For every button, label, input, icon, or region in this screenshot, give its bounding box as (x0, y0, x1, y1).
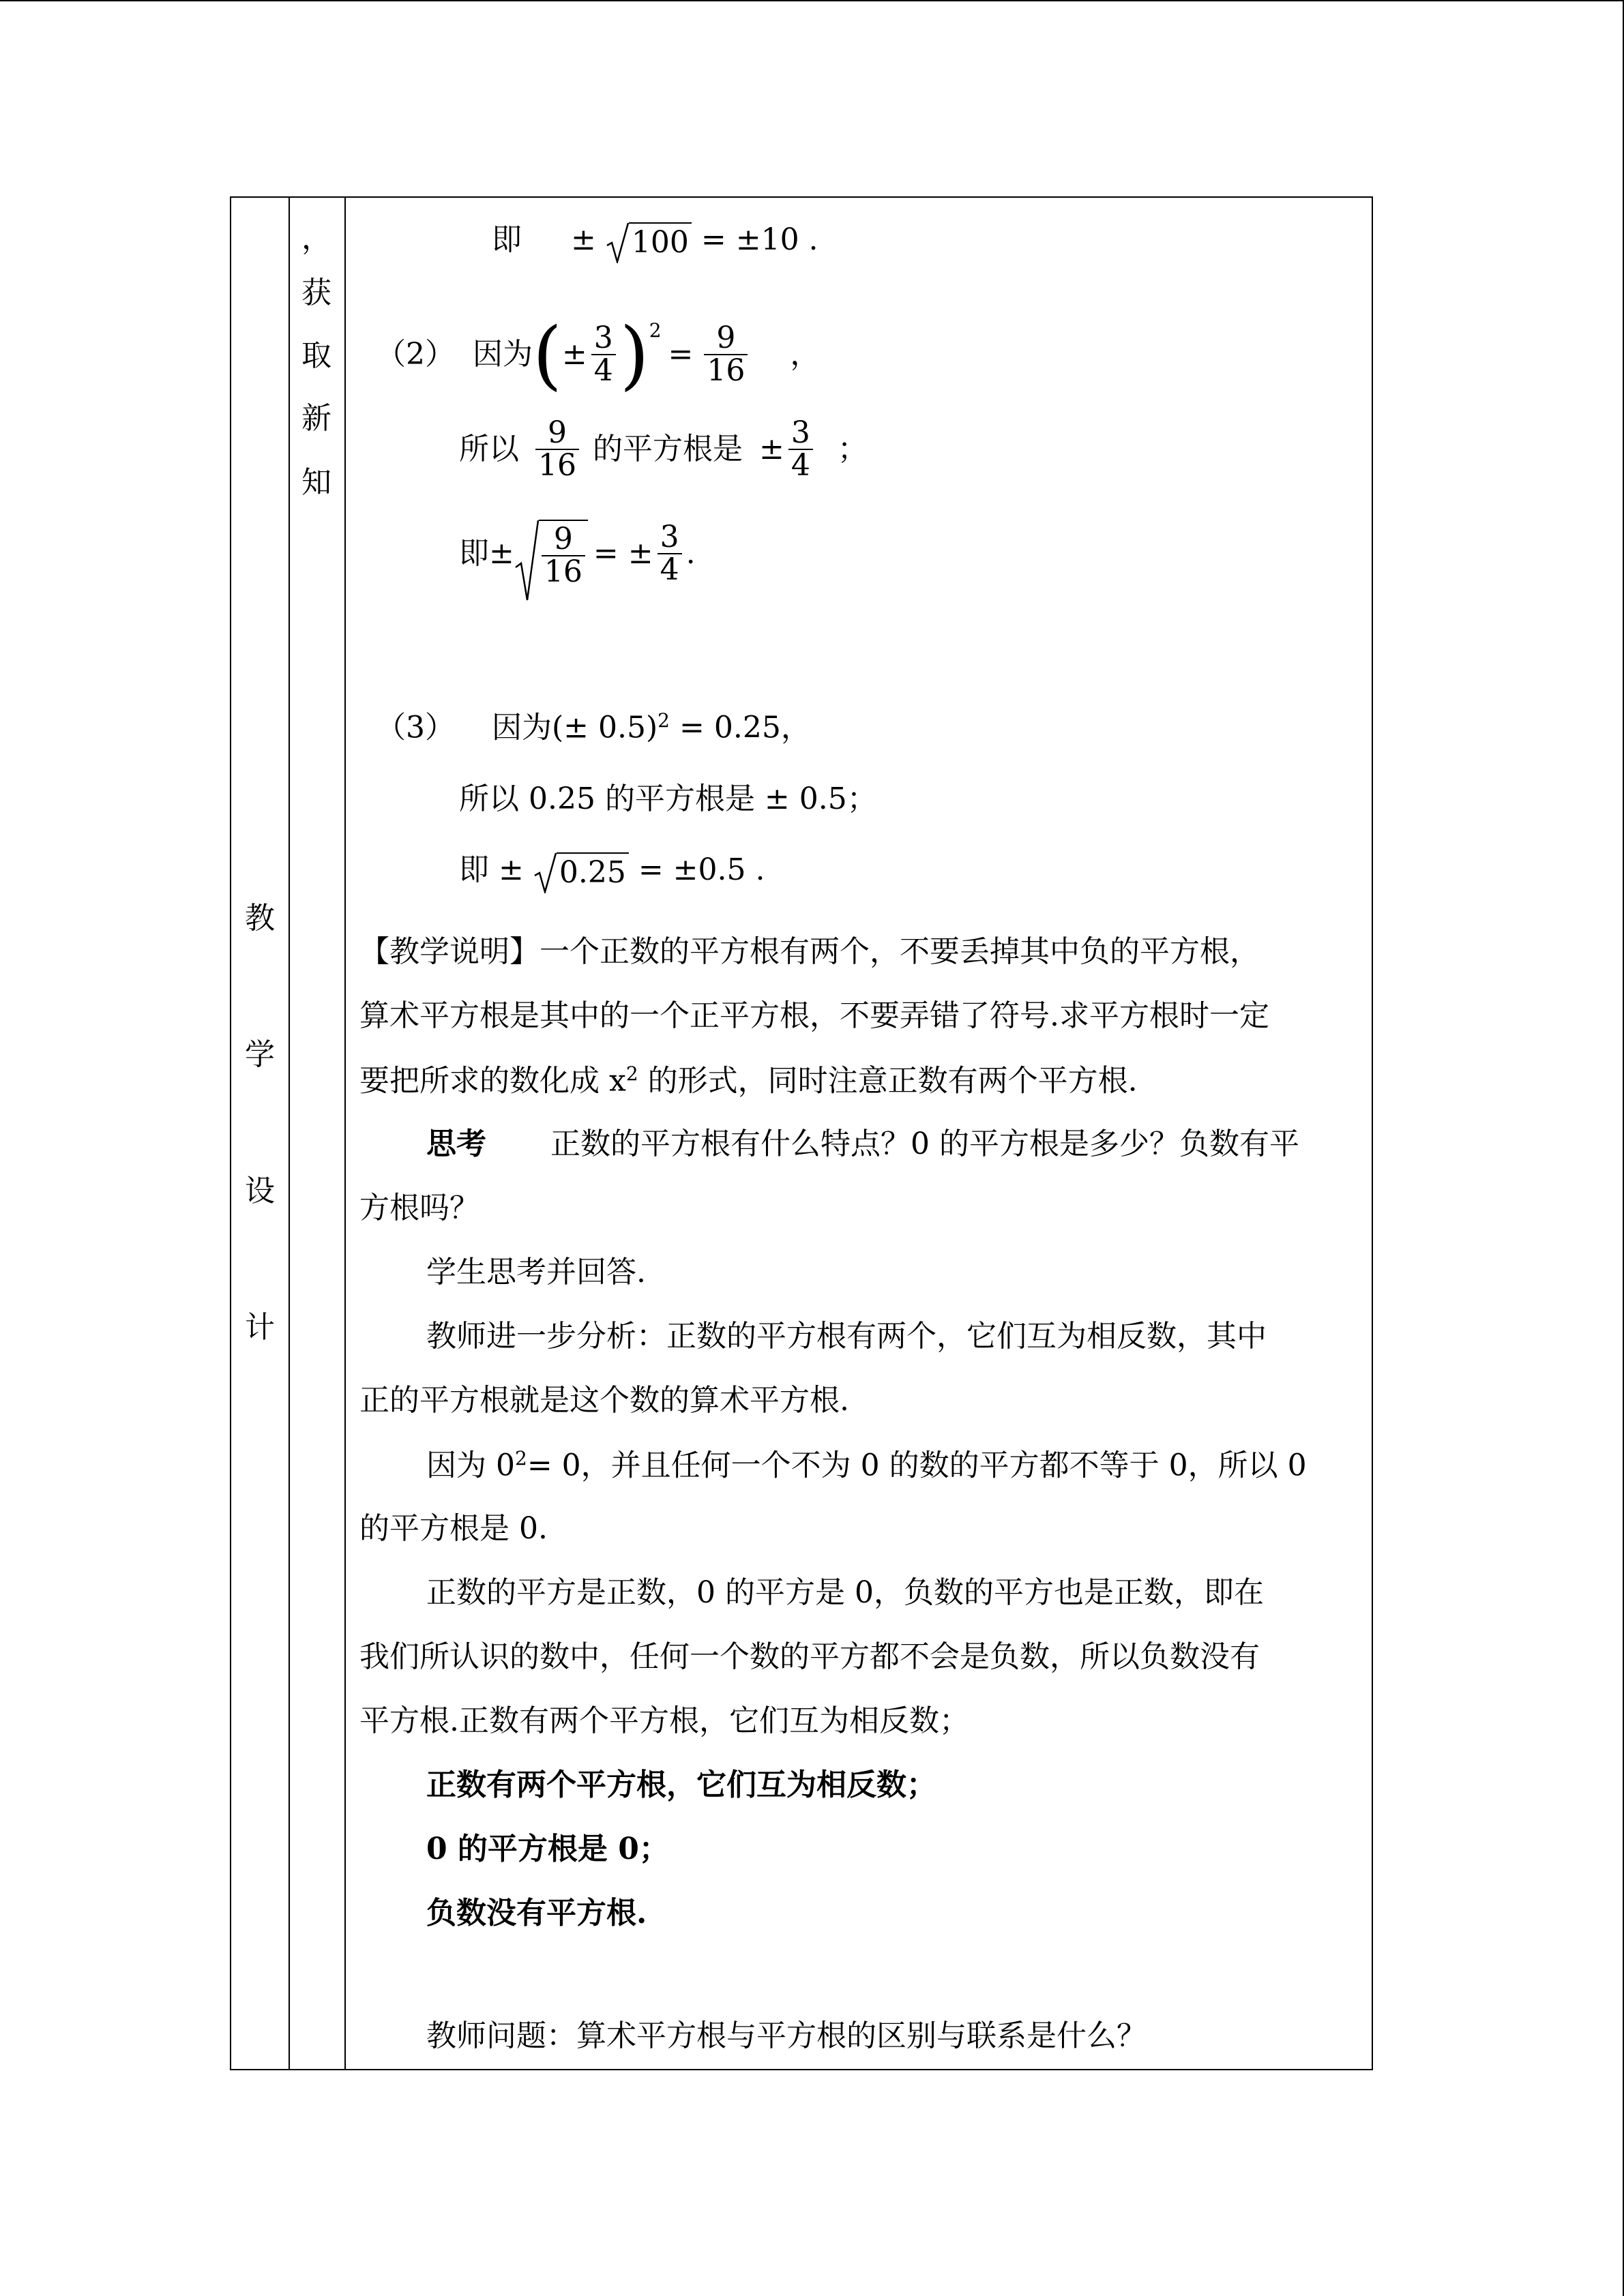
zero-para-text: = 0，并且任何一个不为 0 的数的平方都不等于 0，所以 0 (527, 1448, 1307, 1483)
example2-ie-result-fraction (658, 519, 682, 587)
example3-line2: 所以 0.25 的平方根是 ± 0.5； (459, 781, 877, 816)
right-paren: ) (619, 311, 649, 398)
example2-root-fraction (788, 417, 813, 481)
think-label: 思考 (426, 1127, 486, 1161)
denominator: 4 (591, 354, 616, 387)
teacher-analysis-line: 教师进一步分析：正数的平方根有两个，它们互为相反数，其中 (426, 1319, 1267, 1354)
radical-icon (514, 520, 539, 601)
radical-icon (606, 222, 629, 263)
example1-sqrt (606, 222, 692, 261)
conclusion-line: 负数没有平方根. (426, 1896, 647, 1930)
denominator: 16 (542, 555, 585, 588)
example3-because: 因为 (492, 710, 552, 745)
example2-semicolon: ； (837, 431, 868, 466)
denominator: 4 (658, 553, 682, 586)
example3-ie: 即 ± (459, 852, 524, 887)
example2-eq: = (668, 336, 694, 372)
example3-radicand: 0.25 (557, 852, 629, 891)
example2-ie: 即 (459, 535, 489, 571)
example3-ie-end: = ±0.5 . (638, 852, 765, 887)
example2-ie-sqrt (514, 520, 588, 588)
example2-line3 (459, 513, 696, 595)
zero-para-line (426, 1447, 1307, 1484)
numerator: 9 (716, 320, 736, 355)
example3-line1 (376, 709, 811, 746)
numerator: 3 (593, 320, 613, 355)
example1-prefix: 即 (492, 222, 522, 257)
example1-radicand: 100 (629, 222, 692, 261)
explanation-line (359, 1062, 1138, 1099)
think-text: 正数的平方根有什么特点？0 的平方根是多少？负数有平 (550, 1127, 1299, 1161)
zero-para-exponent: 2 (514, 1447, 527, 1470)
example2-root-pm: ± (759, 431, 784, 466)
student-response: 学生思考并回答. (426, 1255, 646, 1289)
example2-because: 因为 (473, 336, 533, 372)
example2-fraction (591, 320, 616, 388)
think-line: 方根吗？ (359, 1191, 479, 1225)
example2-line1 (376, 311, 821, 398)
stage-label-char: 新 (301, 401, 331, 436)
example3-base: (± 0.5) (552, 710, 658, 745)
stage-label-char: 获 (301, 275, 331, 310)
lesson-table (230, 196, 1373, 2070)
zero-para-line: 的平方根是 0. (359, 1511, 548, 1546)
example3-label: （3） (376, 710, 455, 745)
example2-ie-pm: ± (489, 535, 514, 571)
denominator: 16 (535, 449, 579, 481)
numerator: 9 (548, 415, 567, 450)
stage-label-char: 知 (301, 465, 331, 500)
example1-result: = ±10 . (700, 222, 818, 257)
example2-label: （2） (376, 336, 455, 372)
stage-label-char: 取 (301, 338, 331, 373)
explanation-text: 要把所求的数化成 x (359, 1063, 626, 1099)
numerator: 9 (553, 521, 573, 556)
square-para-line: 平方根.正数有两个平方根，它们互为相反数； (359, 1703, 969, 1738)
numerator: 3 (660, 519, 679, 554)
explanation-line: 算术平方根是其中的一个正平方根，不要弄错了符号.求平方根时一定 (359, 998, 1269, 1033)
example2-ie-end: . (685, 535, 696, 571)
example2-pm: ± (561, 336, 587, 372)
teacher-analysis-line: 正的平方根就是这个数的算术平方根. (359, 1383, 849, 1418)
explanation-text: 的形式，同时注意正数有两个平方根. (638, 1063, 1138, 1099)
example2-comma: ， (790, 336, 821, 372)
example2-line2 (459, 412, 868, 487)
example1-pm: ± (571, 222, 596, 257)
explanation-line: 【教学说明】一个正数的平方根有两个，不要丢掉其中负的平方根， (359, 934, 1260, 969)
section-label-char: 设 (245, 1174, 275, 1208)
teacher-question: 教师问题：算术平方根与平方根的区别与联系是什么？ (426, 2018, 1147, 2053)
section-label-char: 学 (245, 1037, 275, 1072)
example3-exponent: 2 (658, 709, 670, 732)
section-label-char: 计 (245, 1310, 275, 1345)
example2-root-text: 的平方根是 (593, 431, 743, 466)
think-line (426, 1127, 1299, 1163)
square-para-line: 正数的平方是正数，0 的平方是 0，负数的平方也是正数，即在 (426, 1575, 1264, 1610)
example3-value: = 0.25， (679, 710, 811, 745)
example2-exponent: 2 (649, 319, 662, 342)
left-paren: ( (533, 311, 562, 398)
stage-label-column (289, 198, 344, 2069)
example1-line (492, 222, 818, 261)
explanation-exponent: 2 (625, 1062, 638, 1085)
example2-sq-fraction (535, 417, 579, 481)
denominator: 4 (788, 449, 813, 481)
section-label-column (231, 198, 289, 2069)
conclusion-line: 正数有两个平方根，它们互为相反数； (426, 1768, 936, 1802)
denominator: 16 (704, 354, 748, 387)
stage-label-char: ， (301, 221, 331, 256)
example2-so: 所以 (459, 431, 519, 466)
numerator: 3 (791, 415, 810, 450)
radical-icon (533, 852, 557, 893)
column-divider-2 (344, 198, 346, 2069)
square-para-line: 我们所认识的数中，任何一个数的平方都不会是负数，所以负数没有 (359, 1639, 1260, 1674)
zero-para-text: 因为 0 (426, 1448, 515, 1483)
example2-result-fraction (704, 320, 748, 388)
example3-line3 (459, 852, 765, 891)
conclusion-line: 0 的平方根是 0； (426, 1832, 669, 1866)
example2-ie-eq: = ± (593, 535, 653, 571)
example3-sqrt (533, 852, 629, 891)
section-label-char: 教 (245, 901, 275, 936)
example2-ie-fraction (542, 521, 585, 589)
